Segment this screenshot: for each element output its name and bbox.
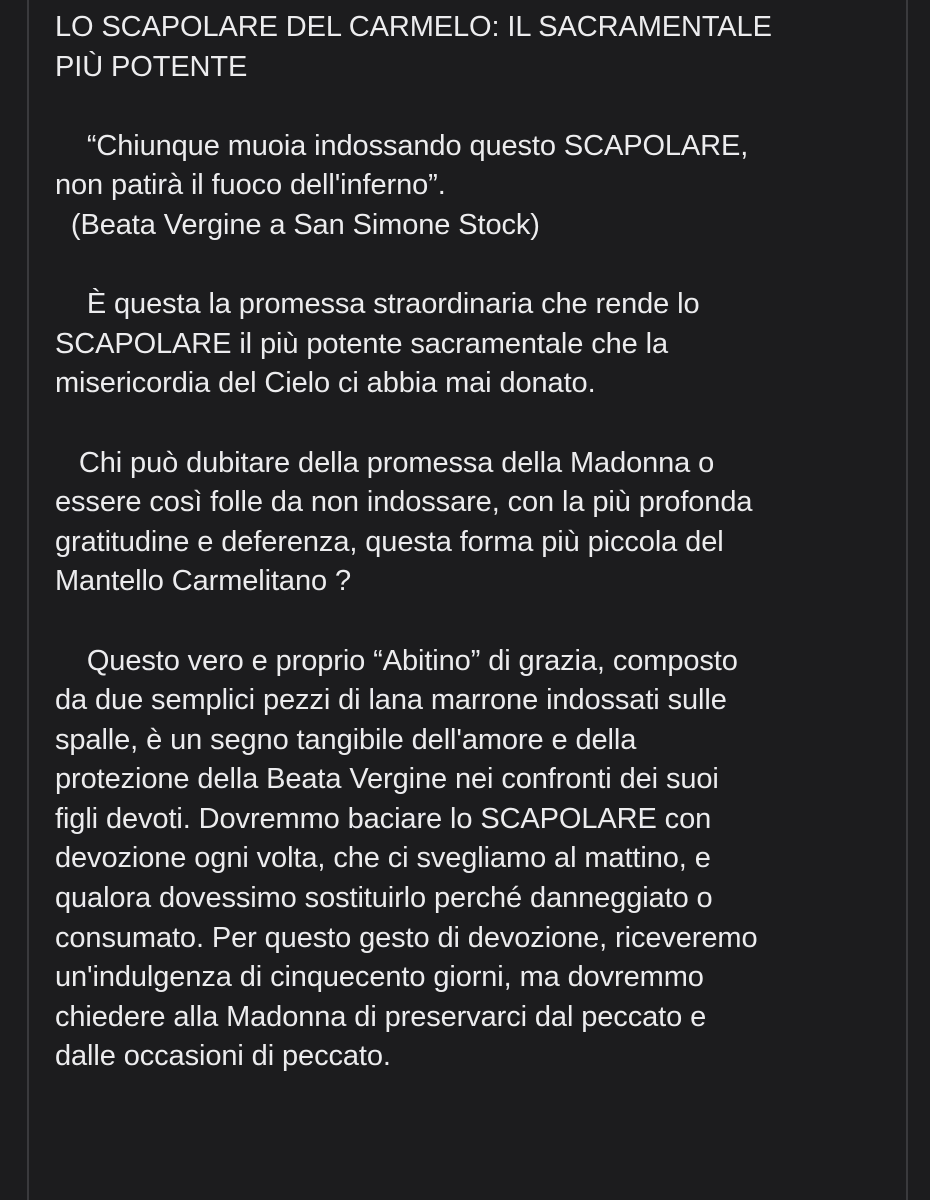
quote-line: “Chiunque muoia indossando questo SCAPOLARE, [55, 129, 749, 162]
quote-line: non patirà il fuoco dell'inferno”. [55, 169, 446, 202]
paragraph-gap [55, 246, 905, 286]
paragraph-line: Questo vero e proprio “Abitino” di grazia, composto [55, 644, 738, 677]
paragraph-line: consumato. Per questo gesto di devozione, riceveremo [55, 921, 758, 954]
paragraph-line: devozione ogni volta, che ci svegliamo al mattino, e [55, 842, 711, 875]
paragraph-line: qualora dovessimo sostituirlo perché danneggiato o [55, 882, 713, 915]
paragraph-line: misericordia del Cielo ci abbia mai donato. [55, 367, 596, 400]
paragraph-gap [55, 404, 905, 444]
paragraph-line: Chi può dubitare della promessa della Madonna o [55, 446, 715, 479]
paragraph-line: chiedere alla Madonna di preservarci dal peccato e [55, 1000, 707, 1033]
post-title-line: PIÙ POTENTE [55, 50, 248, 83]
thread-left-divider [27, 0, 29, 1200]
post-title-line: LO SCAPOLARE DEL CARMELO: IL SACRAMENTALE [55, 11, 772, 43]
paragraph-line: È questa la promessa straordinaria che rende lo [55, 288, 700, 321]
paragraph-line: gratitudine e deferenza, questa forma più piccola del [55, 525, 724, 558]
quote-attribution: (Beata Vergine a San Simone Stock) [55, 208, 540, 241]
paragraph-line: protezione della Beata Vergine nei confronti dei suoi [55, 763, 719, 796]
paragraph-gap [55, 602, 905, 642]
paragraph-line: essere così folle da non indossare, con la più profonda [55, 486, 753, 519]
paragraph-line: SCAPOLARE il più potente sacramentale che la [55, 327, 668, 360]
paragraph-line: spalle, è un segno tangibile dell'amore e della [55, 723, 637, 756]
thread-right-divider [906, 0, 908, 1200]
paragraph-line: un'indulgenza di cinquecento giorni, ma dovremmo [55, 961, 704, 994]
paragraph-line: figli devoti. Dovremmo baciare lo SCAPOLARE con [55, 802, 712, 835]
paragraph-line: dalle occasioni di peccato. [55, 1040, 391, 1073]
paragraph-line: Mantello Carmelitano ? [55, 565, 351, 598]
paragraph-line: da due semplici pezzi di lana marrone indossati sulle [55, 684, 727, 717]
post-text [55, 8, 905, 1077]
paragraph-gap [55, 87, 905, 127]
